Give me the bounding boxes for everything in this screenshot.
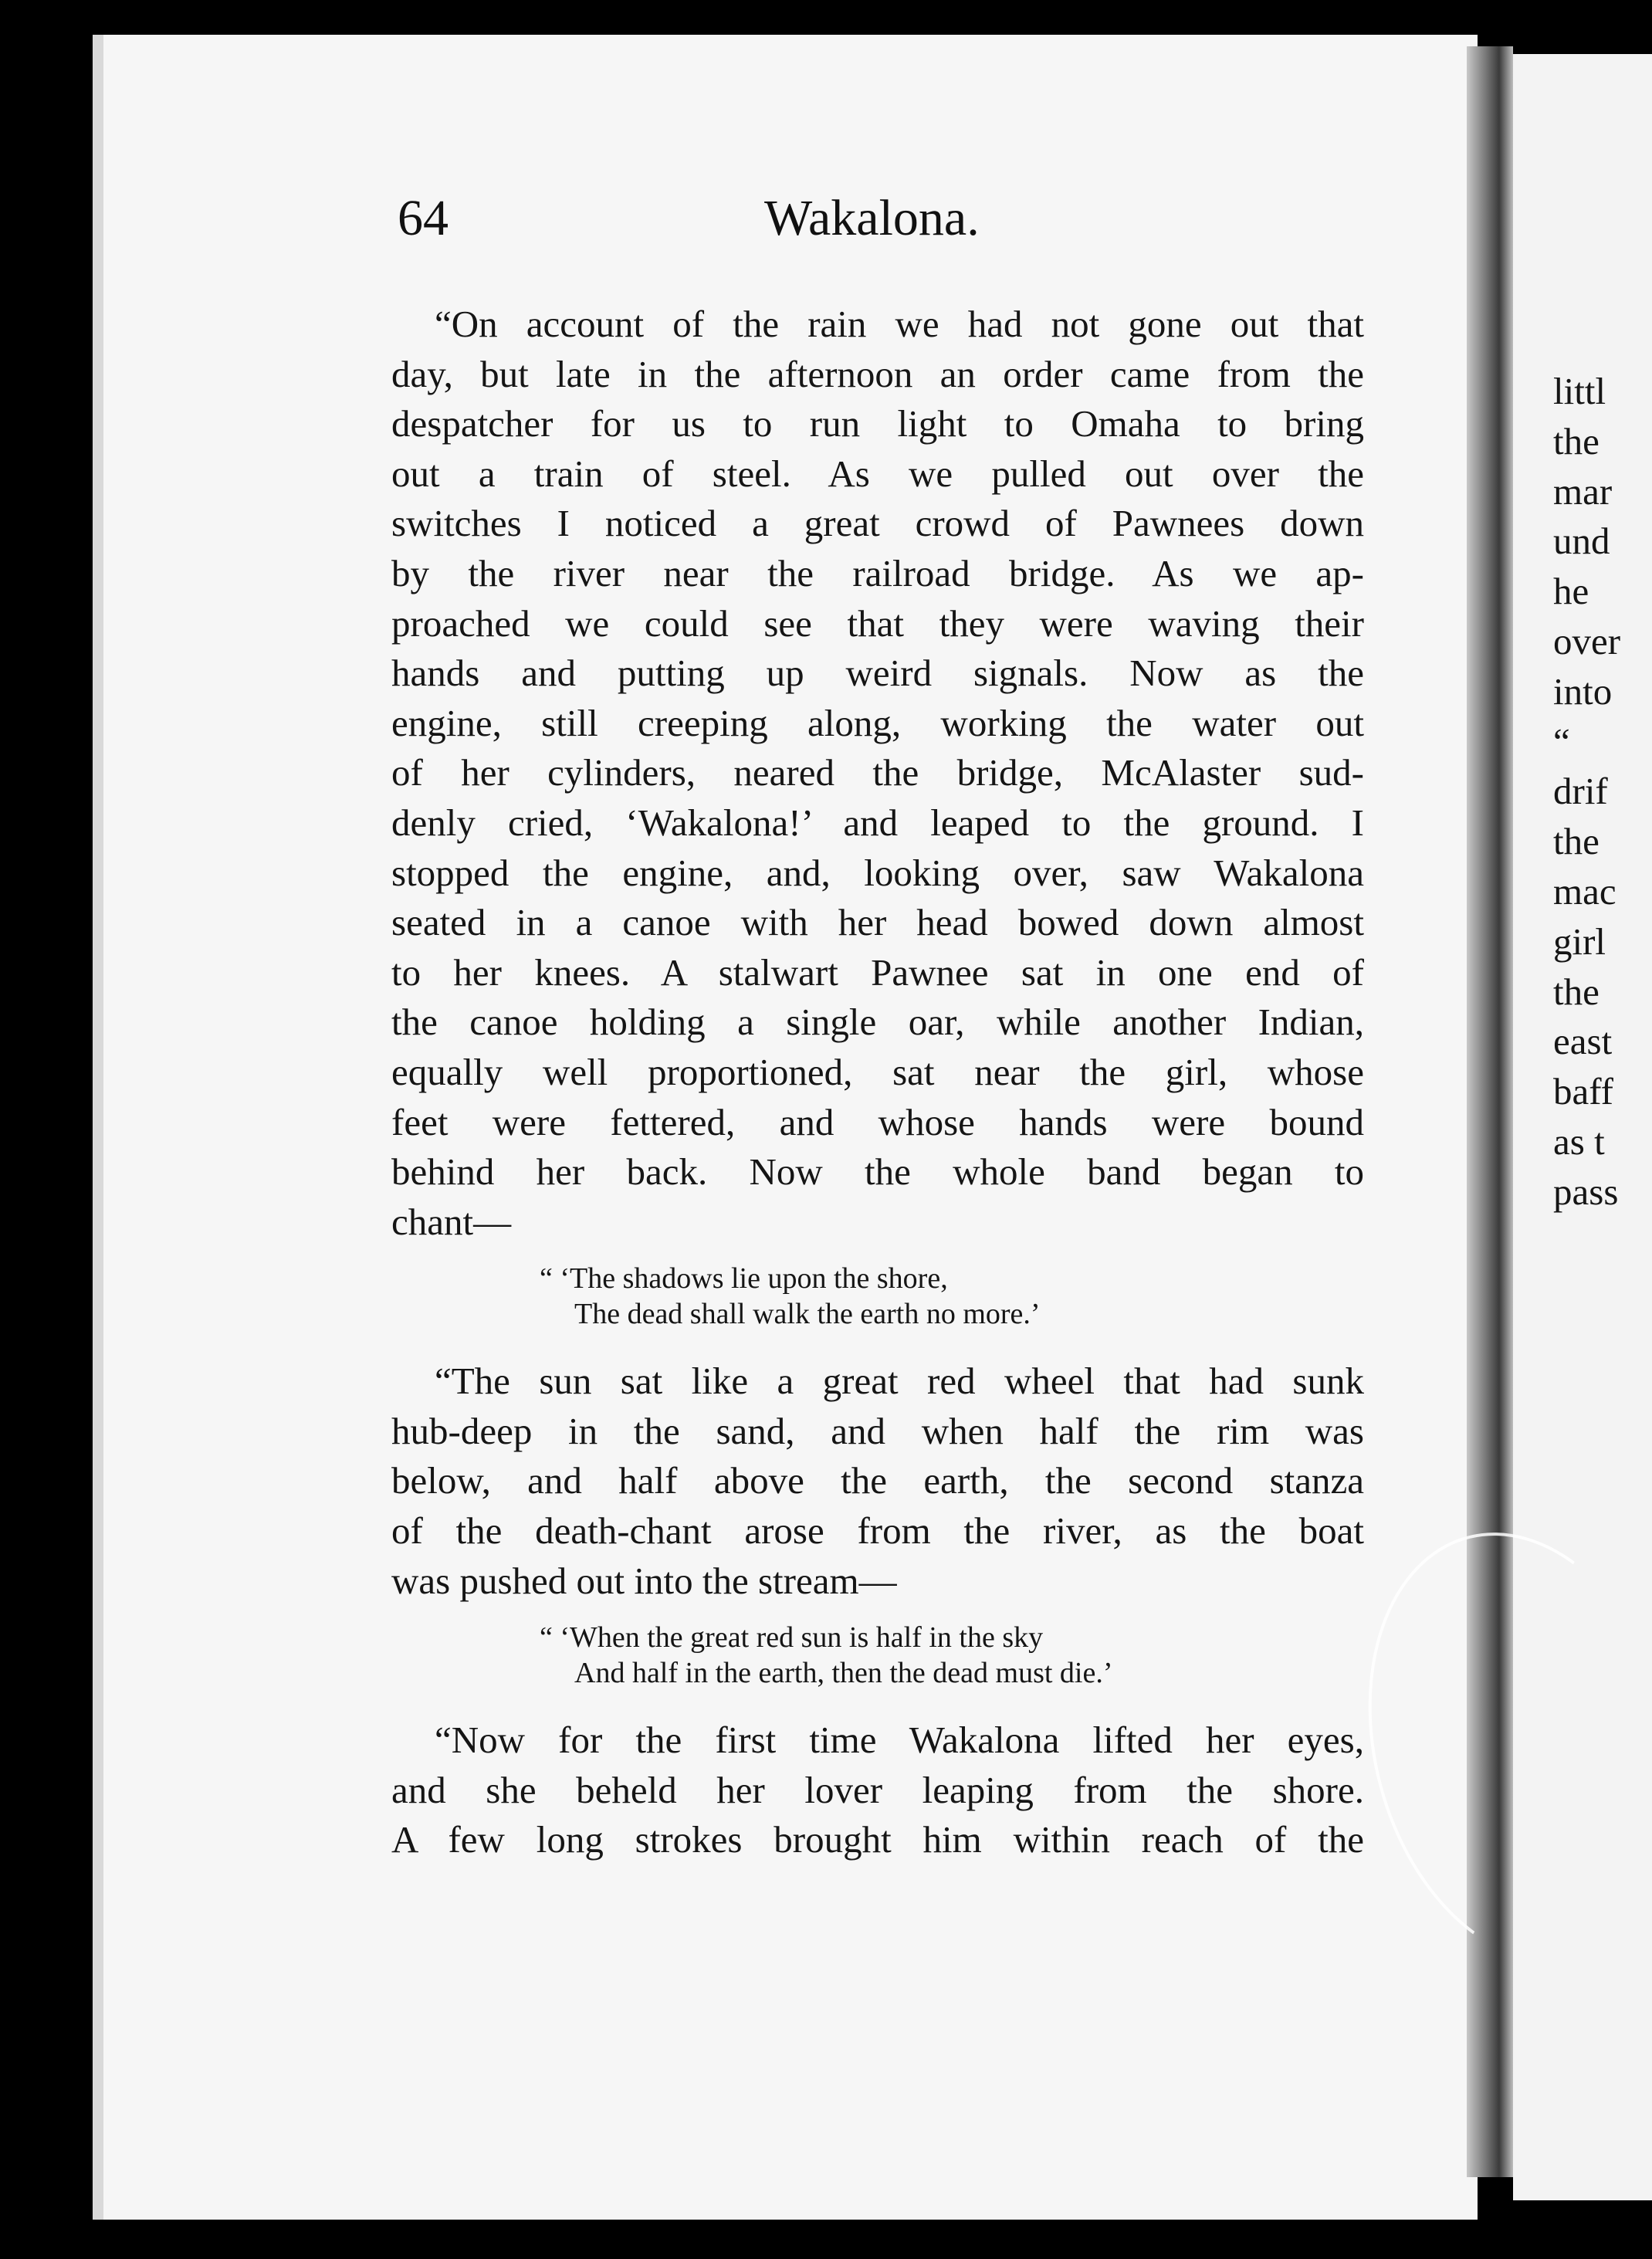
text-line: day, but late in the afternoon an order came from the <box>391 352 1364 395</box>
facing-page-line: pass <box>1553 1170 1619 1213</box>
facing-page-line: mac <box>1553 869 1616 913</box>
facing-page-line: baff <box>1553 1070 1613 1113</box>
text-line: chant— <box>391 1200 512 1243</box>
text-line: “The sun sat like a great red wheel that had sunk <box>435 1360 1364 1403</box>
facing-page-line: he <box>1553 570 1589 613</box>
page-header <box>398 189 1363 259</box>
facing-page-line: und <box>1553 520 1610 563</box>
text-line: despatcher for us to run light to Omaha to bring <box>391 402 1364 445</box>
text-line: seated in a canoe with her head bowed down almost <box>391 901 1364 944</box>
facing-page-line: littl <box>1553 370 1606 412</box>
body-text <box>391 300 1364 1865</box>
text-line: denly cried, ‘Wakalona!’ and leaped to the ground. I <box>391 801 1364 844</box>
text-line: was pushed out into the stream— <box>391 1559 897 1602</box>
running-title: Wakalona. <box>764 190 980 246</box>
facing-page-line: east <box>1553 1020 1613 1063</box>
text-line: hands and putting up weird signals. Now as the <box>391 652 1364 695</box>
verse-line: “ ‘The shadows lie upon the shore, <box>540 1262 948 1295</box>
text-line: “Now for the first time Wakalona lifted her eyes, <box>435 1719 1364 1762</box>
paragraph-3 <box>391 1715 1364 1865</box>
text-line: below, and half above the earth, the second stanza <box>391 1459 1364 1502</box>
text-line: A few long strokes brought him within reach of the <box>391 1818 1364 1861</box>
text-line: hub-deep in the sand, and when half the rim was <box>391 1409 1364 1452</box>
text-line: engine, still creeping along, working the water out <box>391 701 1364 744</box>
verse-line: “ ‘When the great red sun is half in the sky <box>540 1621 1044 1654</box>
paragraph-2 <box>391 1356 1364 1606</box>
verse-line: And half in the earth, then the dead must die.’ <box>574 1657 1113 1690</box>
verse-2 <box>391 1620 1364 1691</box>
facing-page-line: girl <box>1553 920 1606 963</box>
text-line: stopped the engine, and, looking over, saw Wakalona <box>391 851 1364 894</box>
facing-page-line: the <box>1553 970 1600 1013</box>
facing-page-line: drif <box>1553 770 1608 813</box>
facing-page-text <box>1553 367 1620 1218</box>
text-line: proached we could see that they were waving their <box>391 601 1364 645</box>
text-line: “On account of the rain we had not gone out that <box>435 303 1364 345</box>
text-line: out a train of steel. As we pulled out over the <box>391 452 1364 495</box>
facing-page-line: mar <box>1553 469 1613 513</box>
text-line: and she beheld her lover leaping from the shore. <box>391 1768 1364 1811</box>
paragraph-1 <box>391 300 1364 1247</box>
facing-page-line: as t <box>1553 1119 1605 1163</box>
text-line: to her knees. A stalwart Pawnee sat in one end of <box>391 950 1364 994</box>
text-line: behind her back. Now the whole band began to <box>391 1150 1364 1194</box>
text-line: equally well proportioned, sat near the girl, whose <box>391 1050 1364 1093</box>
text-line: by the river near the railroad bridge. As we ap- <box>391 551 1364 594</box>
text-line: feet were fettered, and whose hands were bound <box>391 1100 1364 1143</box>
text-line: switches I noticed a great crowd of Pawnees down <box>391 502 1364 545</box>
verse-line: The dead shall walk the earth no more.’ <box>574 1298 1041 1331</box>
text-line: of the death-chant arose from the river, as the boat <box>391 1509 1364 1553</box>
facing-page-line: the <box>1553 820 1600 863</box>
facing-page-line: “ <box>1553 720 1570 763</box>
text-line: the canoe holding a single oar, while another Indian, <box>391 1001 1364 1044</box>
page-number: 64 <box>398 190 449 246</box>
verse-1 <box>391 1261 1364 1332</box>
facing-page-line: over <box>1553 619 1621 662</box>
facing-page-line: into <box>1553 669 1613 713</box>
facing-page-line: the <box>1553 419 1600 462</box>
text-line: of her cylinders, neared the bridge, McAlaster sud- <box>391 751 1364 794</box>
